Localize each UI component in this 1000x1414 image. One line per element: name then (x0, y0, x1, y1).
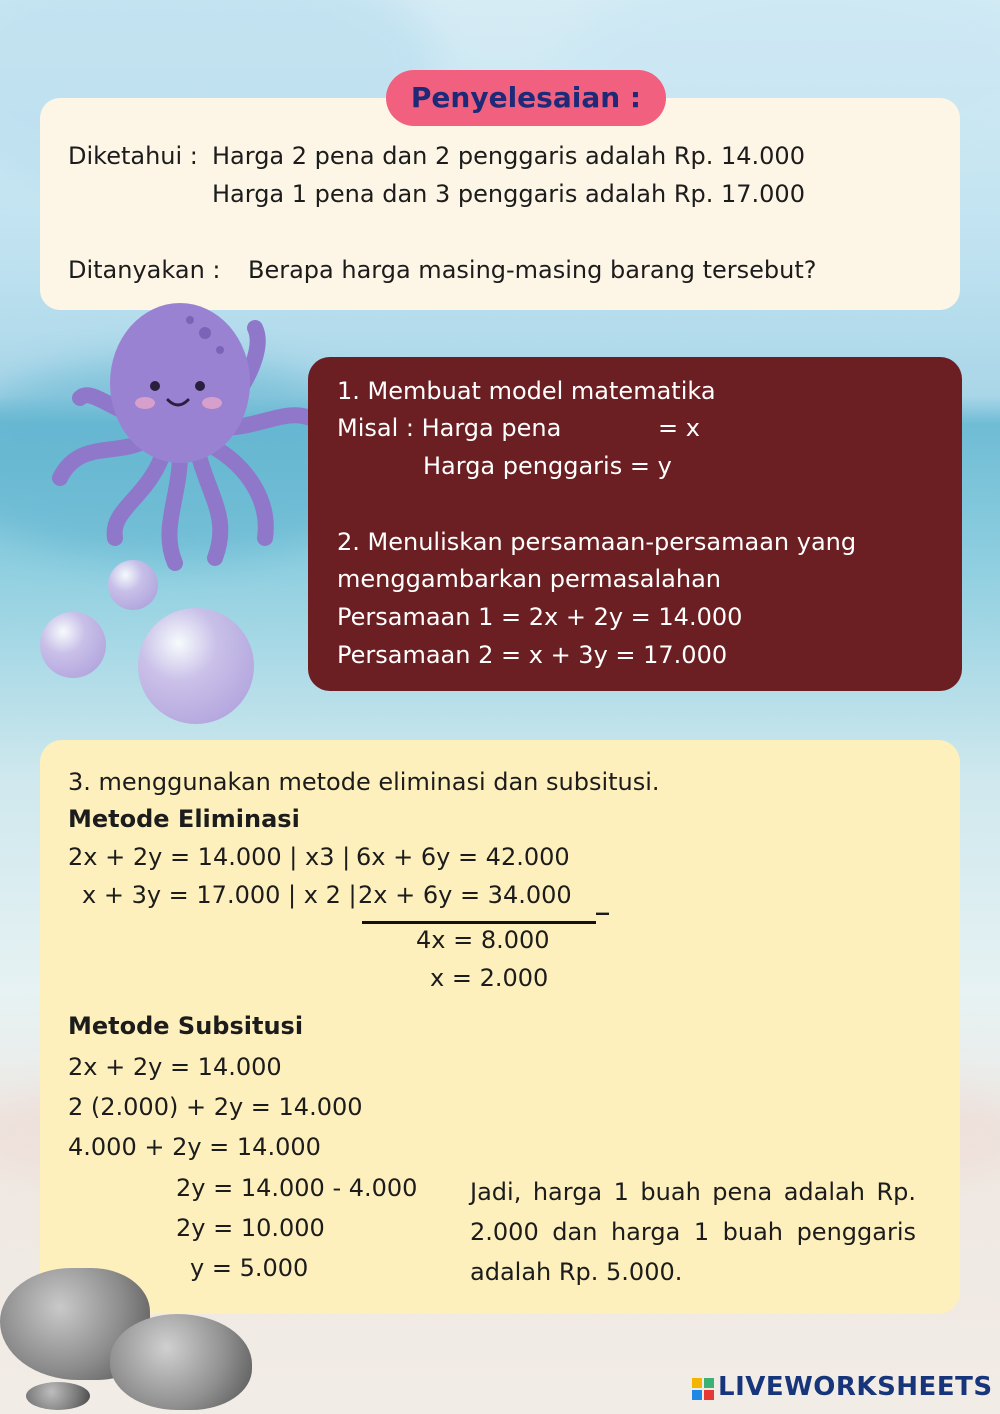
step-3-heading: 3. menggunakan metode eliminasi dan subsitusi. (68, 768, 660, 796)
page-title: Penyelesaian : (410, 81, 642, 114)
equation-2: Persamaan 2 = x + 3y = 17.000 (337, 641, 728, 669)
model-card (308, 357, 962, 691)
elimination-minus-sign: _ (596, 886, 609, 916)
elimination-divider (362, 921, 596, 924)
liveworksheets-logo-icon (692, 1378, 714, 1400)
equation-1: Persamaan 1 = 2x + 2y = 14.000 (337, 603, 743, 631)
elimination-result-1: 4x = 8.000 (416, 926, 550, 954)
asked-text: Berapa harga masing-masing barang tersebut? (248, 256, 817, 284)
elimination-title: Metode Eliminasi (68, 805, 300, 833)
known-line-2: Harga 1 pena dan 3 penggaris adalah Rp. 17.000 (212, 180, 805, 208)
misal-y: Harga penggaris = y (423, 452, 672, 480)
brand-name: LIVEWORKSHEETS (718, 1372, 993, 1402)
substitution-line-3: 4.000 + 2y = 14.000 (68, 1133, 321, 1161)
bubble-icon (40, 612, 106, 678)
asked-label: Ditanyakan : (68, 256, 221, 284)
known-label: Diketahui : (68, 142, 198, 170)
conclusion-text: Jadi, harga 1 buah pena adalah Rp. 2.000 dan harga 1 buah penggaris adalah Rp. 5.000. (470, 1178, 916, 1286)
substitution-title: Metode Subsitusi (68, 1012, 304, 1040)
misal-label: Misal : Harga pena (337, 414, 562, 442)
elimination-result-2: x = 2.000 (430, 964, 549, 992)
elimination-row-2-right: 2x + 6y = 34.000 (358, 881, 572, 909)
substitution-line-5: 2y = 10.000 (176, 1214, 325, 1242)
substitution-line-6: y = 5.000 (190, 1254, 309, 1282)
rock-illustration (110, 1314, 252, 1410)
elimination-row-1-right: 6x + 6y = 42.000 (356, 843, 570, 871)
substitution-line-4: 2y = 14.000 - 4.000 (176, 1174, 418, 1202)
step-2-heading-line-2: menggambarkan permasalahan (337, 565, 721, 593)
step-2-heading-line-1: 2. Menuliskan persamaan-persamaan yang (337, 528, 857, 556)
elimination-row-2-left: x + 3y = 17.000 | x 2 | (82, 881, 357, 909)
bubble-icon (138, 608, 254, 724)
misal-x: = x (658, 414, 700, 442)
bubble-icon (108, 560, 158, 610)
known-line-1: Harga 2 pena dan 2 penggaris adalah Rp. 14.000 (212, 142, 805, 170)
octopus-head (110, 303, 250, 463)
substitution-line-2: 2 (2.000) + 2y = 14.000 (68, 1093, 363, 1121)
step-1-heading: 1. Membuat model matematika (337, 377, 716, 405)
elimination-row-1-left: 2x + 2y = 14.000 | x3 | (68, 843, 351, 871)
substitution-line-1: 2x + 2y = 14.000 (68, 1053, 282, 1081)
octopus-illustration (40, 288, 330, 578)
rock-illustration (26, 1382, 90, 1410)
